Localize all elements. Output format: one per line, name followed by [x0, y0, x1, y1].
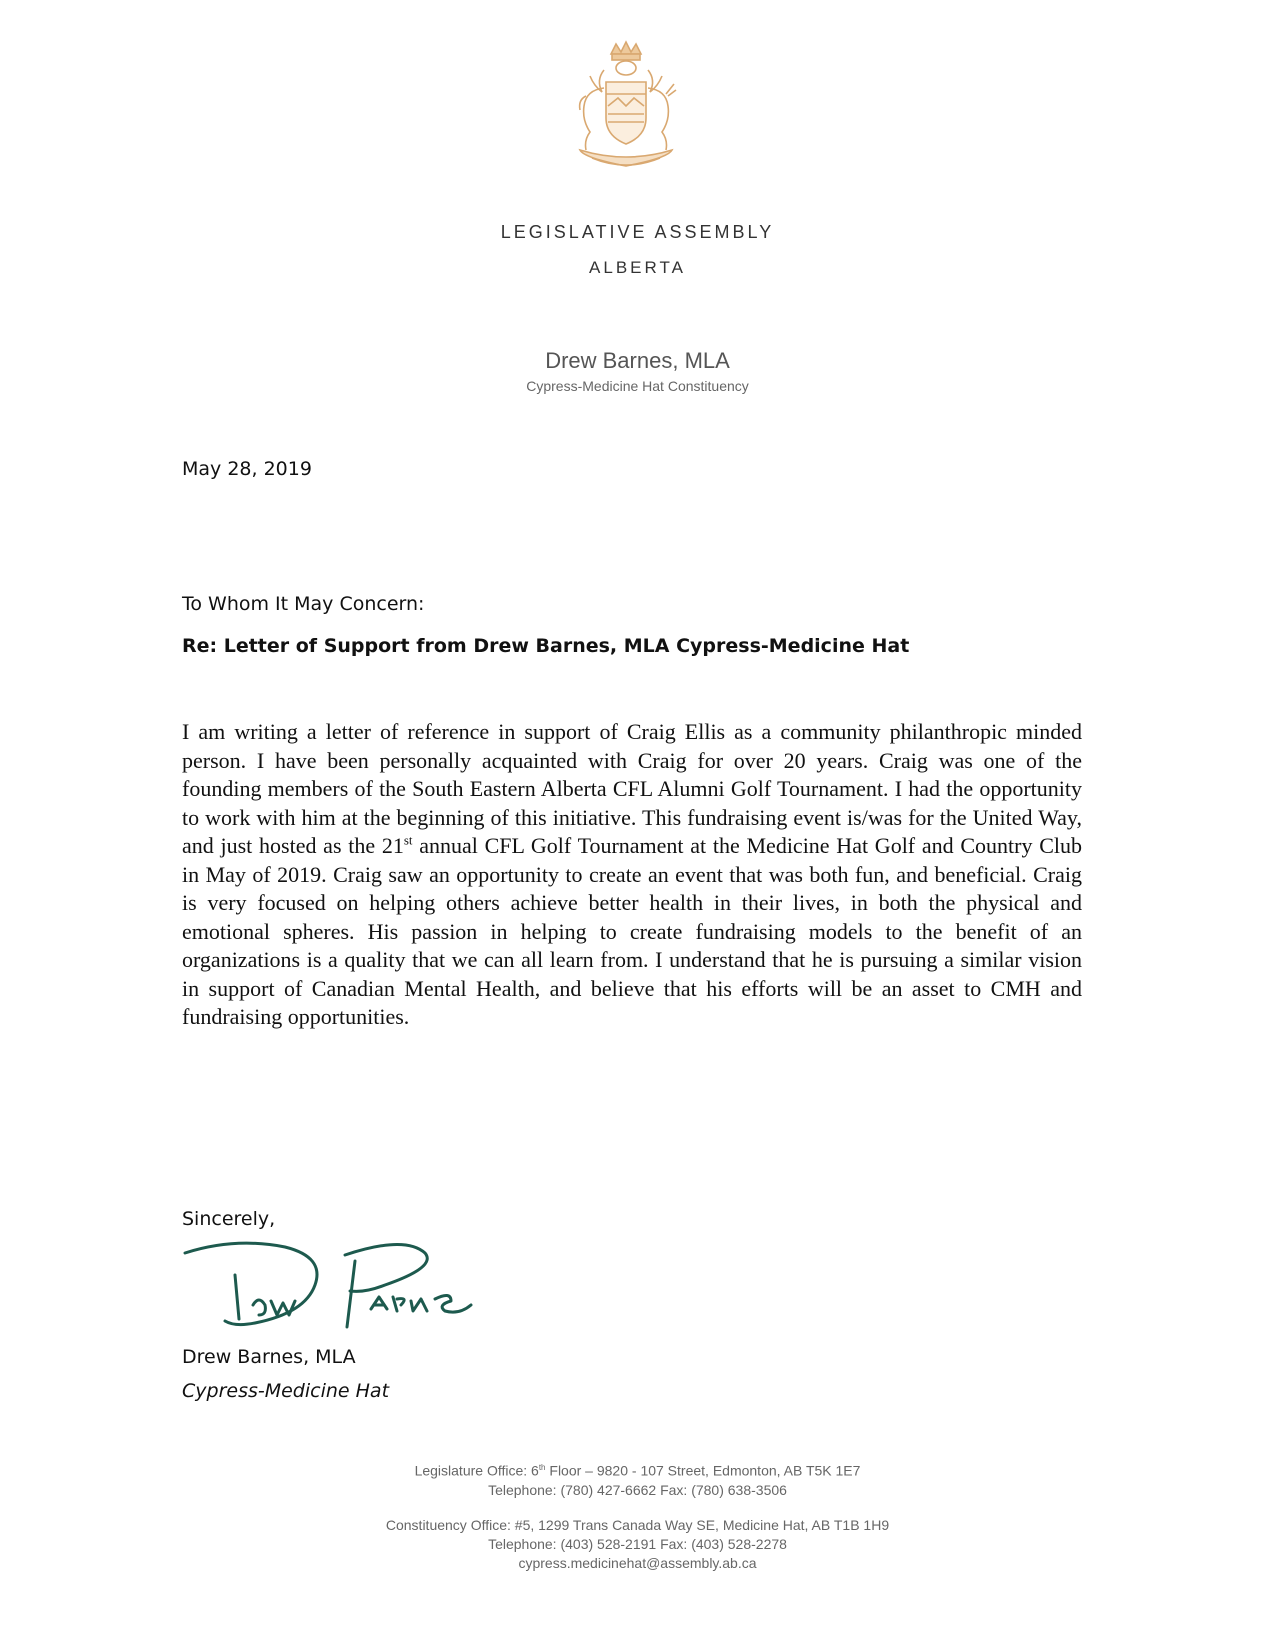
subject-line: Re: Letter of Support from Drew Barnes, MLA Cypress-Medicine Hat [182, 635, 910, 657]
constituency-office-phone: Telephone: (403) 528-2191 Fax: (403) 528-2278 [488, 1536, 787, 1552]
letter-date: May 28, 2019 [182, 458, 312, 480]
mla-name: Drew Barnes, MLA [545, 348, 730, 373]
signer-riding: Cypress-Medicine Hat [182, 1380, 390, 1402]
constituency-office-address: Constituency Office: #5, 1299 Trans Canada Way SE, Medicine Hat, AB T1B 1H9 [385, 1517, 890, 1533]
constituency-name: Cypress-Medicine Hat Constituency [526, 378, 749, 394]
body-text-part-2: annual CFL Golf Tournament at the Medicine Hat Golf and Country Club in May of 2019. Craig saw an opportunity to create an event that was both fun, and beneficial. Craig is very focused on helping others achieve better health in their lives, in both the physical and emotional spheres. His passion in helping to create fundraising models to the benefit of an organizations is a quality that we can all learn from. I understand that he is pursuing a similar vision in support of Canadian Mental Health, and believe that his efforts will be an asset to CMH and fundraising opportunities. [182, 833, 1082, 1029]
legislature-office-address-start: Legislature Office: 6 [414, 1462, 539, 1479]
coat-of-arms-icon [556, 40, 696, 175]
letter-body [182, 718, 1082, 1032]
letterhead-line-1: LEGISLATIVE ASSEMBLY [500, 222, 775, 242]
constituency-email-link[interactable]: cypress.medicinehat@assembly.ab.ca [518, 1555, 757, 1571]
legislature-office-phone: Telephone: (780) 427-6662 Fax: (780) 638-3506 [488, 1481, 787, 1498]
ordinal-suffix: st [403, 832, 413, 848]
salutation: To Whom It May Concern: [182, 593, 425, 615]
legislature-office-address-end: Floor – 9820 - 107 Street, Edmonton, AB T5K 1E7 [545, 1462, 861, 1479]
signer-name: Drew Barnes, MLA [182, 1346, 356, 1368]
letterhead-line-2: ALBERTA [589, 258, 686, 277]
body-text-part-1: I am writing a letter of reference in support of Craig Ellis as a community philanthropic minded person. I have been personally acquainted with Craig for over 20 years. Craig was one of the founding members of the South Eastern Alberta CFL Alumni Golf Tournament. I had the opportunity to work with him at the beginning of this initiative. This fundraising event is/was for the United Way, and just hosted as the 21 [182, 719, 1082, 858]
floor-ordinal-suffix: th [538, 1463, 546, 1472]
constituency-office-block [0, 1516, 1275, 1573]
legislature-office-address [0, 1458, 1275, 1481]
legislature-office-block [0, 1458, 1275, 1500]
closing: Sincerely, [182, 1208, 276, 1230]
signature-image [175, 1235, 495, 1345]
